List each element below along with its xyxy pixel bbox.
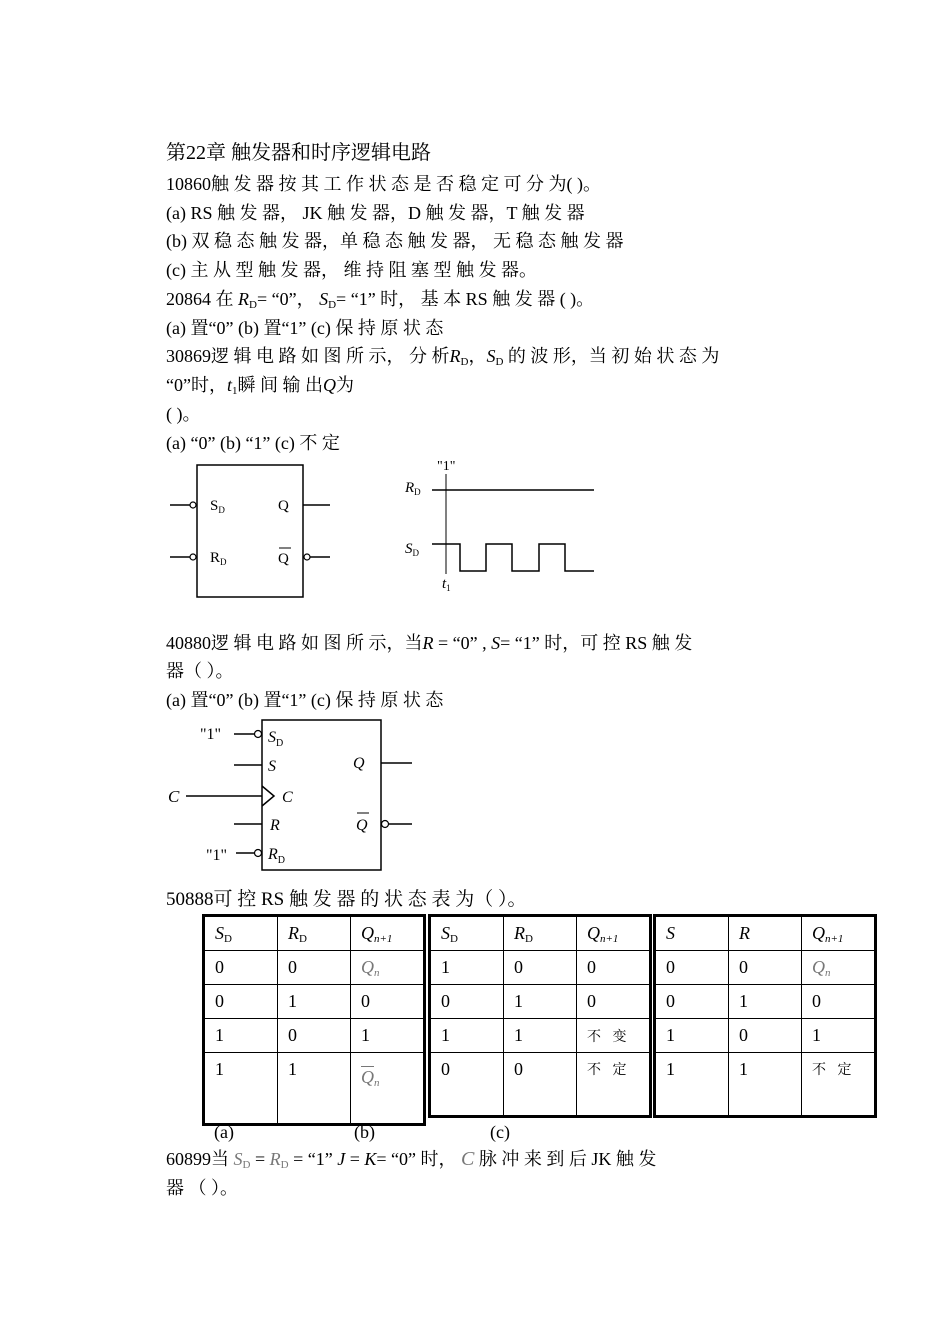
question-10860-option-a: (a) RS 触 发 器， JK 触 发 器，D 触 发 器，T 触 发 器 — [166, 203, 585, 223]
question-10860-stem: 10860触 发 器 按 其 工 作 状 态 是 否 稳 定 可 分 为( )。 — [166, 174, 601, 194]
table-cell: 0 — [430, 1053, 504, 1117]
question-20864-stem: 20864 在 $R_D=$ “0”， $S_D=$ “1” 时， 基 本 RS 触 发 器 ( )。 — [166, 289, 595, 311]
table-cell: 1 — [204, 1019, 278, 1053]
table-cell: 1 — [729, 1053, 802, 1117]
chapter-title: 第22章 触发器和时序逻辑电路 — [166, 142, 431, 164]
question-10860-option-c: (c) 主 从 型 触 发 器， 维 持 阻 塞 型 触 发 器。 — [166, 260, 537, 280]
table-cell: 不 定 — [577, 1053, 651, 1117]
table-cell: 0 — [204, 985, 278, 1019]
state-table-c — [653, 914, 877, 1118]
table-cell: 不 变 — [577, 1019, 651, 1053]
table-cell: 1 — [278, 985, 351, 1019]
state-table-b — [428, 914, 652, 1118]
table-cell: 0 — [278, 1019, 351, 1053]
question-60899-stem-line2: 器 （ ）。 — [166, 1178, 238, 1198]
table-cell: 1 — [204, 1053, 278, 1125]
table-cell: 1 — [655, 1053, 729, 1117]
rd-pin-label: $R_D$ — [268, 846, 286, 866]
sd-input-one-label: "1" — [200, 726, 222, 743]
table-header: $R_D$ — [278, 916, 351, 951]
table-header: $Q_{n+1}$ — [351, 916, 425, 951]
table-cell: 0 — [577, 985, 651, 1019]
question-10860-option-b: (b) 双 稳 态 触 发 器，单 稳 态 触 发 器， 无 稳 态 触 发 器 — [166, 231, 624, 251]
table-cell: 1 — [504, 1019, 577, 1053]
table-cell: 0 — [204, 951, 278, 985]
table-header: $Q_{n+1}$ — [802, 916, 876, 951]
q-pin-label: Q — [353, 755, 365, 772]
question-30869-blank: ( )。 — [166, 404, 201, 424]
c-pin-label: C — [282, 789, 293, 806]
table-cell: 1 — [430, 951, 504, 985]
table-header: R — [729, 916, 802, 951]
table-cell: 0 — [655, 951, 729, 985]
one-label: "1" — [437, 459, 456, 474]
table-cell: 不 定 — [802, 1053, 876, 1117]
rd-wave-label: $R_D$ — [405, 480, 421, 497]
table-cell: 0 — [278, 951, 351, 985]
table-label-a: (a) — [214, 1122, 234, 1142]
table-cell: 0 — [802, 985, 876, 1019]
question-40880-stem-line1: 40880逻 辑 电 路 如 图 所 示，当R = “0” , S= “1” 时，可 控 RS 触 发 — [166, 633, 693, 653]
clocked-rs-flipflop-diagram — [160, 712, 430, 877]
table-cell: 1 — [729, 985, 802, 1019]
table-cell: 0 — [430, 985, 504, 1019]
question-50888-stem: 50888可 控 RS 触 发 器 的 状 态 表 为（ ）。 — [166, 889, 527, 910]
question-30869-stem-line2: “0”时，$t_1$瞬 间 输 出Q为 — [166, 375, 354, 397]
table-cell: 0 — [655, 985, 729, 1019]
table-cell: 1 — [351, 1019, 425, 1053]
table-cell: $Q_n$ — [351, 951, 425, 985]
rd-pin-label: $R_D$ — [210, 550, 227, 567]
sd-pin-label: $S_D$ — [268, 729, 284, 749]
table-cell: 0 — [729, 1019, 802, 1053]
question-40880-stem-line2: 器（ ）。 — [166, 661, 234, 681]
sd-pin-label: $S_D$ — [210, 498, 225, 515]
c-input-label: C — [168, 787, 180, 806]
rs-flipflop-diagram — [160, 455, 350, 605]
qbar-pin-label: Q — [278, 551, 289, 567]
table-cell: 1 — [278, 1053, 351, 1125]
table-header: $S_D$ — [430, 916, 504, 951]
question-30869-stem-line1: 30869逻 辑 电 路 如 图 所 示， 分 析$R_D$，$S_D$ 的 波 形，当 初 始 状 态 为 — [166, 346, 720, 368]
rd-sd-waveform — [400, 452, 610, 602]
table-header: $S_D$ — [204, 916, 278, 951]
table-cell: 0 — [504, 951, 577, 985]
sd-wave-label: $S_D$ — [405, 541, 419, 558]
s-pin-label: S — [268, 758, 276, 775]
table-header: $Q_{n+1}$ — [577, 916, 651, 951]
table-header: $R_D$ — [504, 916, 577, 951]
qbar-pin-label: Q — [356, 817, 368, 834]
table-cell: $\overline{Q}_n$ — [351, 1053, 425, 1125]
table-label-b: (b) — [354, 1122, 375, 1142]
table-cell: $Q_n$ — [802, 951, 876, 985]
t1-label: $t_1$ — [442, 576, 451, 593]
table-cell: 1 — [655, 1019, 729, 1053]
question-60899-stem-line1: 60899当 $S_D = R_D$ = “1” J = K= “0” 时， C 脉 冲 来 到 后 JK 触 发 — [166, 1148, 657, 1171]
r-pin-label: R — [270, 817, 280, 834]
table-cell: 0 — [577, 951, 651, 985]
table-label-c: (c) — [490, 1122, 510, 1142]
table-cell: 0 — [729, 951, 802, 985]
table-cell: 0 — [504, 1053, 577, 1117]
table-cell: 1 — [802, 1019, 876, 1053]
table-cell: 0 — [351, 985, 425, 1019]
question-20864-options: (a) 置“0” (b) 置“1” (c) 保 持 原 状 态 — [166, 318, 444, 338]
question-40880-options: (a) 置“0” (b) 置“1” (c) 保 持 原 状 态 — [166, 690, 444, 710]
table-cell: 1 — [430, 1019, 504, 1053]
question-30869-options: (a) “0” (b) “1” (c) 不 定 — [166, 433, 340, 453]
table-header: S — [655, 916, 729, 951]
table-cell: 1 — [504, 985, 577, 1019]
q-pin-label: Q — [278, 498, 289, 514]
state-table-a — [202, 914, 426, 1126]
rd-input-one-label: "1" — [206, 847, 228, 864]
